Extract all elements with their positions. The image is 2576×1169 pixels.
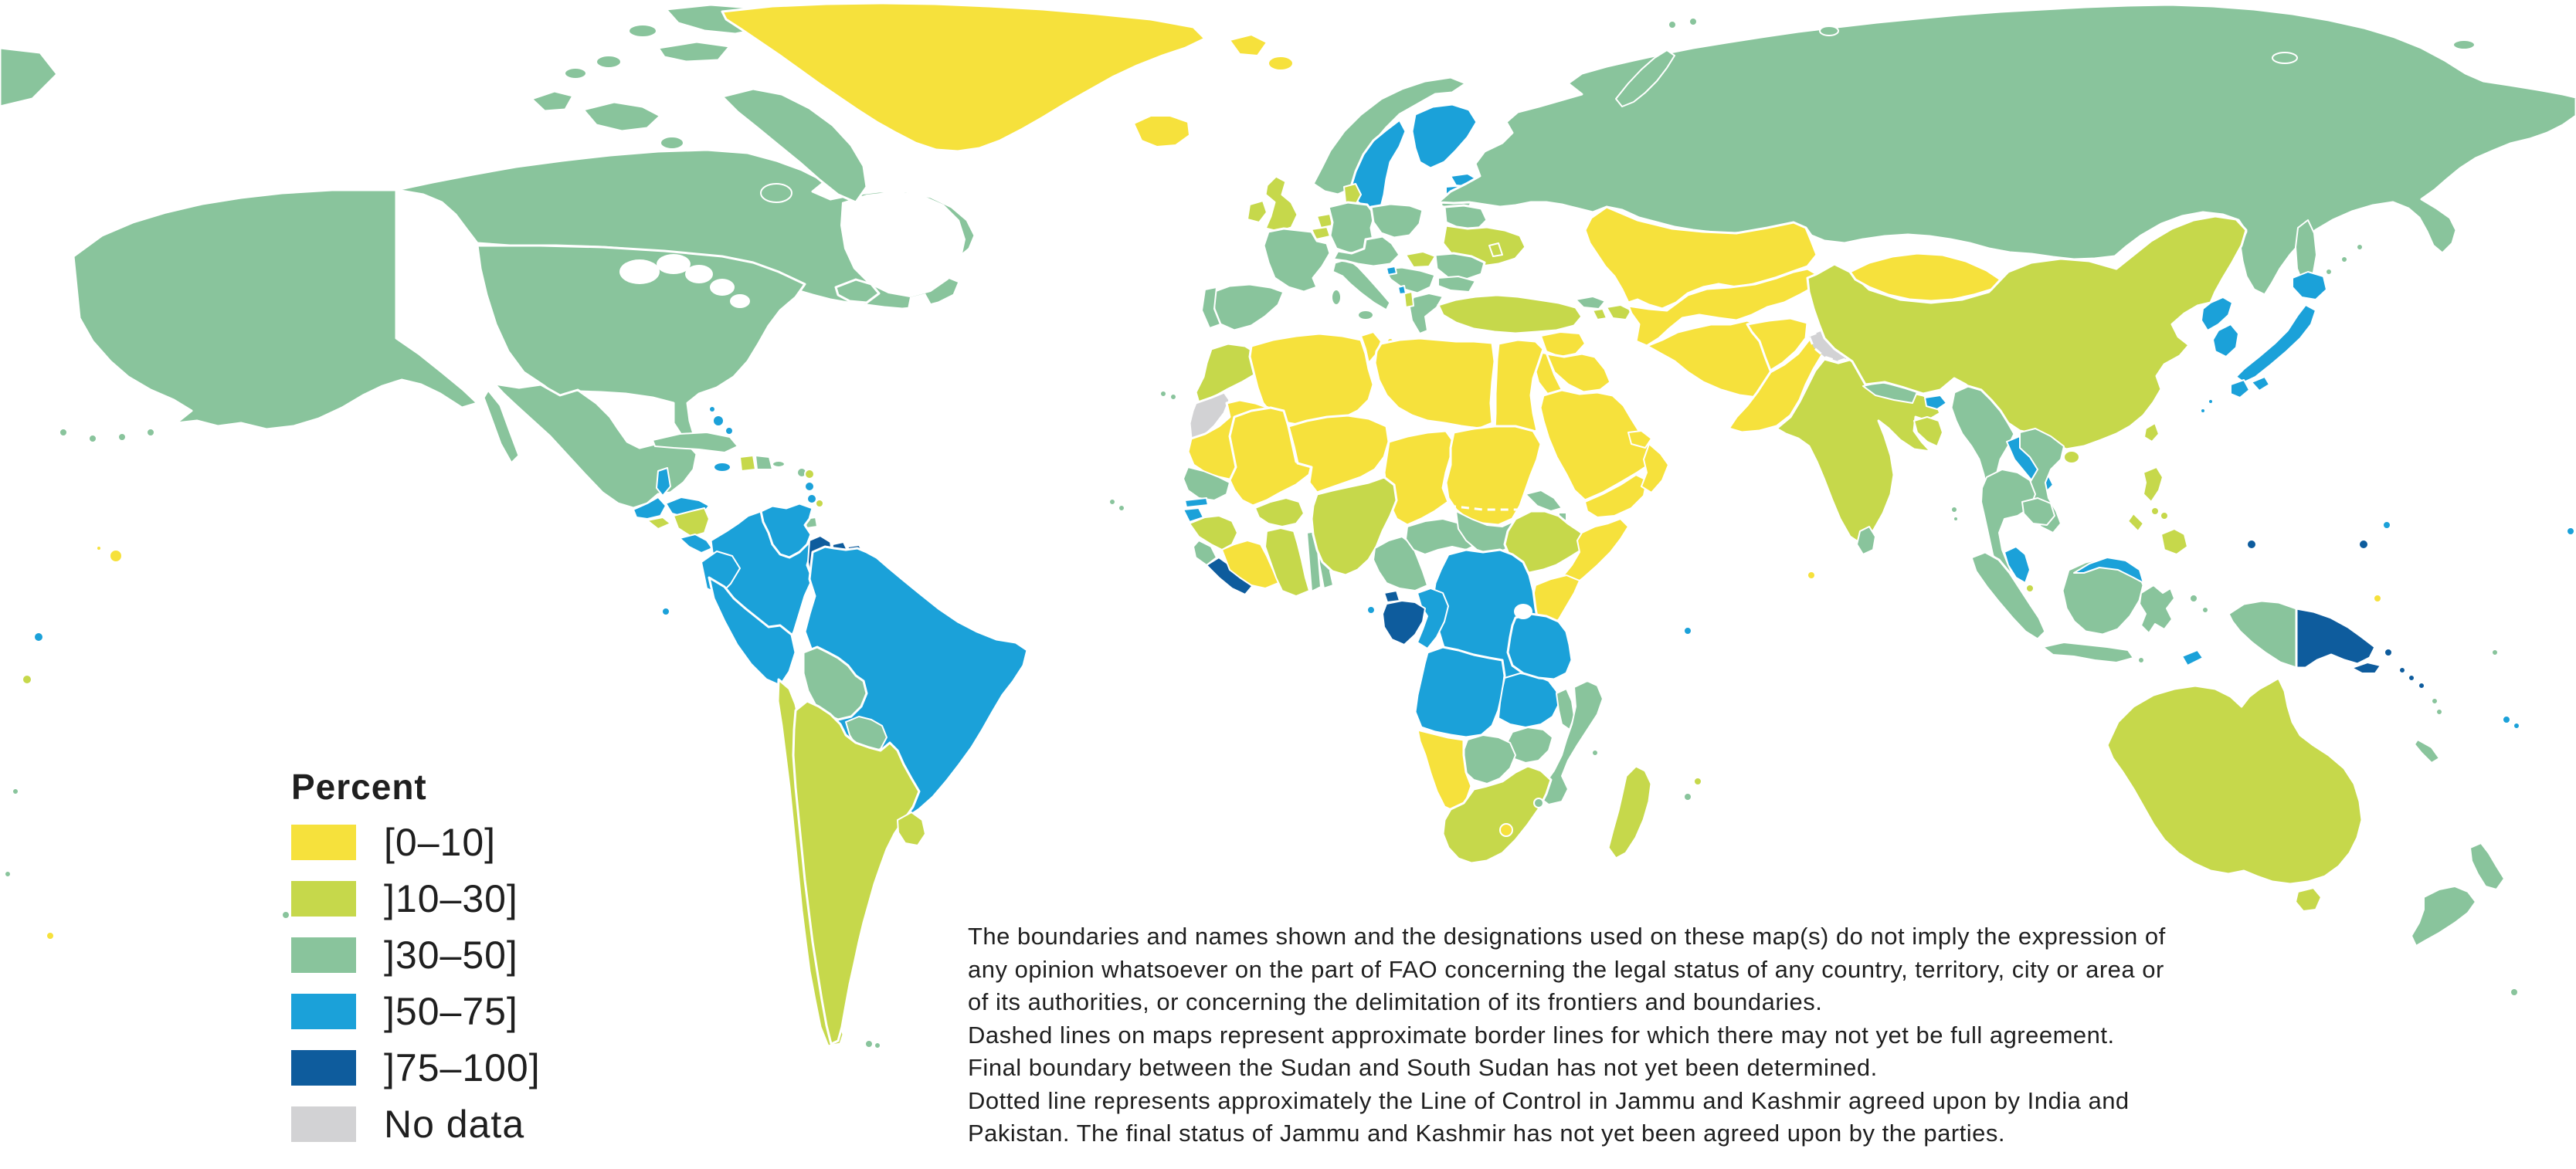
region-fiji: [2513, 723, 2520, 729]
region-pacific-island: [46, 932, 54, 940]
region-reunion: [1684, 793, 1692, 801]
region-svalbard: [1230, 35, 1267, 56]
region-poland: [1371, 204, 1423, 238]
region-aleutians: [147, 429, 154, 436]
region-kiribati: [2567, 527, 2574, 535]
region-bahamas: [725, 427, 733, 435]
region-devon-island: [658, 42, 730, 62]
region-galapagos: [662, 608, 670, 615]
region-svalbard: [1268, 56, 1293, 70]
region-nauru: [2374, 595, 2381, 602]
region-solomon-islands: [2418, 683, 2425, 689]
region-el-salvador: [647, 517, 670, 529]
legend-label-0-10: [0–10]: [384, 821, 497, 864]
region-solomon-islands: [2408, 675, 2415, 681]
legend-row-75-100: [291, 1046, 541, 1089]
map-legend: [291, 766, 541, 1163]
region-kyushu: [2231, 380, 2249, 398]
region-new-siberian-islands: [2272, 53, 2297, 63]
region-libya: [1375, 338, 1495, 429]
region-bahamas: [713, 415, 724, 426]
legend-title: Percent: [291, 767, 427, 807]
region-wrangel: [2453, 40, 2475, 49]
region-madagascar: [1608, 766, 1651, 859]
region-visayas: [2151, 507, 2159, 515]
region-costa-rica: [680, 534, 712, 553]
region-tanzania: [1508, 614, 1572, 679]
region-alaska: [73, 190, 477, 429]
disclaimer-line: of its authorities, or concerning the delimitation of its frontiers and boundaries.: [968, 988, 1823, 1015]
region-australia: [2107, 678, 2362, 884]
region-aleutians: [118, 433, 126, 441]
region-south-korea: [2213, 324, 2238, 357]
region-dominican-republic: [755, 456, 772, 469]
region-andaman-islands: [1951, 507, 1957, 513]
region-andaman-islands: [1953, 517, 1958, 521]
region-antilles-island: [805, 469, 814, 479]
region-eritrea: [1526, 490, 1562, 511]
region-luzon: [2143, 467, 2163, 502]
legend-label-75-100: ]75–100]: [384, 1046, 541, 1089]
region-canary-islands: [1160, 391, 1166, 397]
region-moluccas: [2190, 595, 2198, 602]
region-antilles-island: [805, 482, 814, 491]
disclaimer-line: Final boundary between the Sudan and South Sudan has not yet been determined.: [968, 1054, 1878, 1081]
region-pacific-island: [2492, 649, 2498, 656]
region-tasmania: [2296, 888, 2321, 911]
region-papua-new-guinea: [2296, 608, 2375, 668]
region-franz-josef: [1668, 21, 1676, 29]
region-lesotho: [1500, 824, 1512, 836]
region-montenegro: [1398, 286, 1406, 294]
region-equatorial-guinea: [1384, 591, 1400, 602]
region-prince-patrick: [596, 56, 621, 68]
region-ireland: [1247, 201, 1267, 222]
region-iceland: [1134, 116, 1190, 147]
region-okinawa: [2208, 399, 2213, 404]
region-solomon-islands: [2399, 667, 2405, 673]
region-finland: [1412, 104, 1477, 168]
legend-swatch-no-data: [291, 1106, 356, 1142]
region-hawaii: [97, 546, 101, 551]
region-turkey: [1438, 295, 1582, 334]
region-okinawa: [2201, 408, 2205, 413]
region-melville: [565, 68, 586, 79]
region-sao-tome: [1367, 606, 1375, 614]
region-sardinia: [1332, 290, 1341, 305]
region-hungary: [1406, 252, 1435, 267]
region-mauritius: [1694, 778, 1702, 785]
region-falklands: [874, 1042, 881, 1049]
region-namibia: [1417, 730, 1471, 812]
region-canary-islands: [1170, 394, 1176, 400]
region-marshall-islands: [2383, 521, 2391, 529]
legend-label-10-30: ]10–30]: [384, 877, 518, 920]
region-southampton: [761, 184, 792, 202]
region-palawan: [2128, 513, 2143, 531]
region-shikoku: [2252, 377, 2269, 391]
region-spain: [1213, 284, 1284, 330]
region-swaziland: [1534, 798, 1543, 808]
region-nz-south-island: [2411, 886, 2476, 946]
region-cape-verde: [1109, 499, 1115, 505]
region-kurils: [2326, 269, 2332, 275]
disclaimer-line: Dotted line represents approximately the Line of Control in Jammu and Kashmir agreed upon by India and: [968, 1086, 2130, 1114]
region-pacific-island: [2510, 988, 2518, 996]
region-pacific-island: [282, 911, 290, 919]
region-palau: [2247, 540, 2256, 549]
map-disclaimer: [968, 920, 2397, 1150]
region-gambia: [1185, 498, 1208, 507]
region-honshu: [2236, 305, 2316, 382]
legend-row-30-50: [291, 934, 541, 977]
region-franz-josef: [1689, 18, 1697, 25]
region-egypt: [1495, 340, 1543, 434]
region-hainan: [2064, 451, 2079, 463]
region-vanuatu: [2432, 698, 2438, 704]
region-java: [2043, 642, 2133, 662]
legend-row-50-75: [291, 990, 541, 1033]
disclaimer-line: any opinion whatsoever on the part of FAO concerning the legal status of any country, territory, city or area or: [968, 955, 2164, 983]
region-sicily: [1358, 310, 1373, 320]
region-bahamas: [709, 406, 715, 412]
region-greece: [1410, 293, 1443, 334]
lake-ontario: [730, 294, 750, 308]
region-slovenia: [1386, 266, 1397, 275]
region-maldives: [1807, 571, 1815, 579]
legend-row-no-data: [291, 1103, 541, 1146]
region-png-islands: [2384, 649, 2392, 656]
region-victoria-island: [583, 102, 660, 131]
legend-swatch-10-30: [291, 881, 356, 917]
region-italy: [1332, 259, 1390, 310]
region-nz-north-island: [2470, 843, 2504, 889]
region-aleutians: [89, 435, 97, 442]
legend-label-50-75: ]50–75]: [384, 990, 518, 1033]
legend-label-30-50: ]30–50]: [384, 934, 518, 977]
legend-row-10-30: [291, 877, 541, 920]
region-west-papua: [2228, 601, 2296, 668]
lake-michigan: [685, 265, 713, 283]
region-king-william: [660, 137, 684, 149]
region-jamaica: [714, 463, 731, 472]
region-banks-island: [531, 91, 573, 111]
region-antilles-island: [807, 494, 816, 503]
region-zambia: [1498, 673, 1559, 727]
region-puerto-rico: [772, 461, 785, 467]
region-seychelles: [1684, 627, 1692, 635]
region-sulawesi: [2140, 585, 2174, 633]
region-micronesia: [2359, 540, 2368, 549]
region-uruguay: [898, 812, 925, 845]
lake-victoria: [1514, 604, 1532, 619]
disclaimer-line: The boundaries and names shown and the designations used on these map(s) do not imply the expression of: [968, 923, 2166, 950]
region-hawaii: [110, 550, 122, 562]
region-hokkaido: [2293, 272, 2327, 300]
disclaimer-line: Pakistan. The final status of Jammu and Kashmir has not yet been agreed upon by the parties.: [968, 1120, 2006, 1147]
region-bulgaria: [1438, 276, 1475, 292]
region-barbados: [816, 500, 823, 507]
region-armenia: [1593, 309, 1607, 320]
lake-erie: [710, 279, 735, 296]
region-pacific-island: [22, 675, 32, 684]
disclaimer-line: Dashed lines on maps represent approximate border lines for which there may not yet be full agreement.: [968, 1021, 2115, 1049]
region-pacific-island: [12, 788, 19, 795]
region-cape-verde: [1118, 505, 1125, 511]
legend-swatch-50-75: [291, 994, 356, 1029]
region-severnaya-zemlya: [1820, 26, 1838, 36]
region-bhutan: [1925, 395, 1946, 409]
region-taiwan: [2144, 423, 2159, 442]
region-visayas: [2160, 512, 2168, 520]
legend-label-no-data: No data: [384, 1103, 525, 1146]
region-comoros: [1592, 750, 1598, 756]
region-singapore: [2026, 584, 2034, 592]
region-vanuatu: [2436, 709, 2442, 715]
legend-swatch-0-10: [291, 825, 356, 860]
region-angola: [1415, 647, 1505, 737]
region-kurils: [2341, 256, 2347, 263]
region-haiti: [740, 456, 755, 471]
region-united-kingdom: [1265, 176, 1298, 232]
legend-swatch-75-100: [291, 1050, 356, 1086]
region-new-caledonia: [2415, 740, 2439, 763]
lake-huron: [657, 254, 691, 274]
region-pacific-island: [34, 632, 43, 642]
region-sri-lanka: [1857, 527, 1875, 554]
region-fiji: [2503, 716, 2510, 723]
region-bali: [2138, 657, 2144, 663]
region-axel-heiberg: [629, 25, 657, 37]
region-georgia: [1576, 296, 1605, 309]
region-kurils: [2357, 244, 2363, 250]
region-russia-wrap: [0, 48, 57, 107]
legend-row-0-10: [291, 821, 541, 864]
region-pacific-island: [5, 871, 11, 877]
region-falklands: [865, 1040, 873, 1048]
legend-swatch-30-50: [291, 937, 356, 973]
region-chad: [1384, 431, 1454, 525]
region-moluccas: [2202, 607, 2208, 613]
region-aleutians: [59, 429, 67, 436]
region-timor-leste: [2182, 650, 2203, 666]
region-mindanao: [2161, 529, 2187, 554]
lake-superior: [619, 259, 660, 284]
region-botswana: [1461, 735, 1515, 784]
